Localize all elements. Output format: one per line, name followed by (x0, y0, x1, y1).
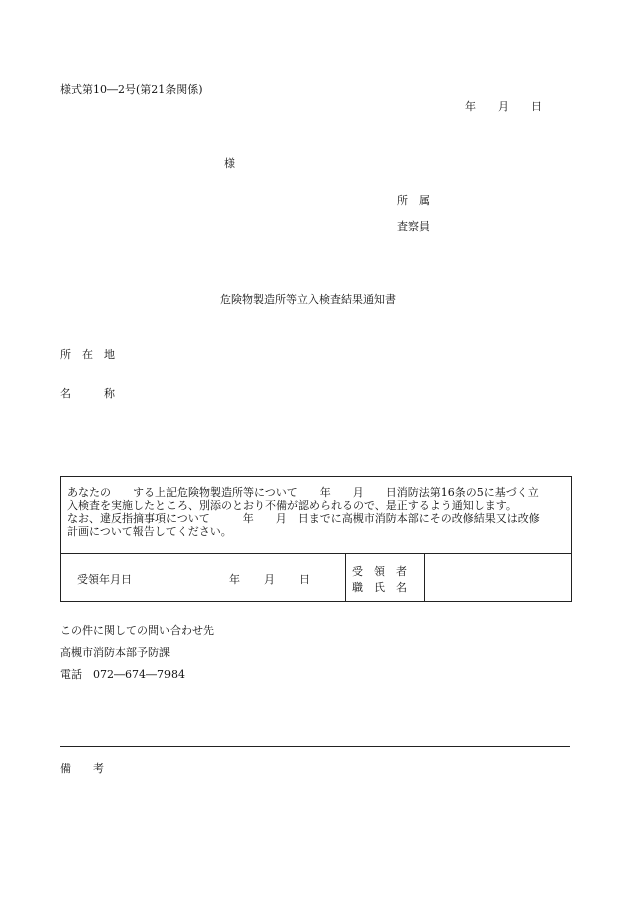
receipt-month-label: 月 (264, 573, 275, 586)
recipient-label-1: 受 領 者 (352, 565, 407, 578)
receipt-day-label: 日 (299, 573, 310, 586)
location-label: 所 在 地 (60, 348, 115, 361)
notice-line-3: なお、違反指摘事項について 年 月 日までに高槻市消防本部にその改修結果又は改修 (67, 512, 540, 525)
affiliation-label: 所 属 (397, 194, 430, 207)
notice-line-1: あなたの する上記危険物製造所等について 年 月 日消防法第16条の5に基づく立 (67, 486, 539, 499)
receipt-divider-2 (424, 553, 425, 601)
document-title: 危険物製造所等立入検査結果通知書 (220, 293, 396, 306)
contact-heading: この件に関しての問い合わせ先 (60, 624, 214, 637)
notice-line-4: 計画について報告してください。 (67, 525, 232, 538)
receipt-date (229, 574, 310, 585)
inspector-label: 査察員 (397, 220, 430, 233)
addressee-suffix: 様 (224, 157, 235, 170)
receipt-year-label: 年 (229, 573, 240, 586)
notice-text (67, 486, 567, 538)
remarks-label: 備 考 (60, 762, 104, 775)
notice-divider (61, 553, 571, 554)
notice-line-2: 入検査を実施したところ、別添のとおり不備が認められるので、是正するよう通知します。 (67, 499, 517, 512)
remarks-rule (60, 746, 570, 747)
contact-phone: 電話 072―674―7984 (60, 668, 185, 681)
receipt-date-label: 受領年月日 (77, 573, 132, 586)
receipt-divider-1 (345, 553, 346, 601)
date-day-label: 日 (531, 100, 542, 113)
form-number: 様式第10―2号(第21条関係) (60, 83, 203, 96)
date-year-label: 年 (465, 100, 476, 113)
recipient-label-2: 職 氏 名 (352, 581, 407, 594)
name-label: 名 称 (60, 387, 115, 400)
notice-box (60, 476, 572, 602)
date-header (465, 101, 542, 112)
date-month-label: 月 (498, 100, 509, 113)
contact-department: 高槻市消防本部予防課 (60, 646, 170, 659)
